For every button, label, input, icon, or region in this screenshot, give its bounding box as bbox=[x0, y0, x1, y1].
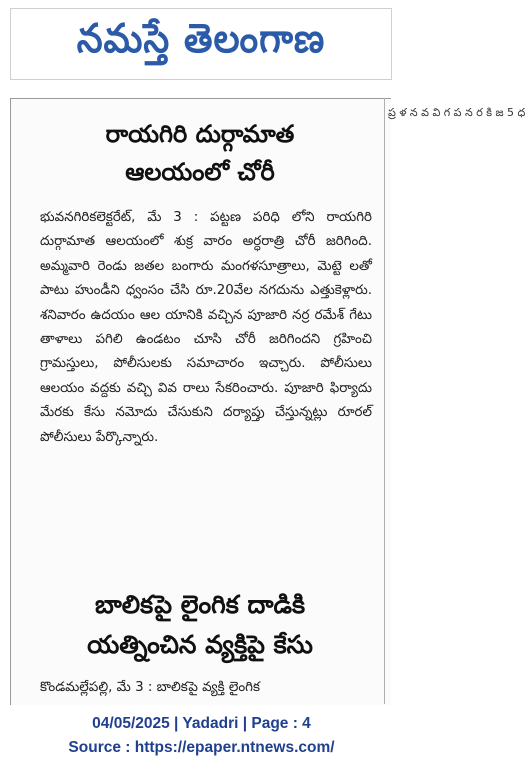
adjacent-column-text: ప్ర ళ న వ వి గ ప న ర కి జ 5 ధ bbox=[388, 106, 525, 119]
page-footer bbox=[0, 712, 403, 760]
article1-body: భువనగిరికలెక్టరేట్, మే 3 : పట్టణ పరిధి లోని రాయగిరి దుర్గామాత ఆలయంలో శుక్ర వారం అర్ధరాత్రి చోరీ జరిగింది. అమ్మవారి రెండు జతల బంగారు మంగళసూత్రాలు, మెట్టె లతో పాటు హుండీని ధ్వంసం చేసి రూ.20వేల నగదును ఎత్తుకెళ్లారు. శనివారం ఉదయం ఆల యానికి వచ్చిన పూజారి నర్ర రమేశ్ గేటు తాళాలు పగిలి ఉండటం చూసి చోరీ జరిగిందని గ్రహించి గ్రామస్తులు, పోలీసులకు సమాచారం ఇచ్చారు. పోలీసులు ఆలయం వద్దకు వచ్చి వివ రాలు సేకరించారు. పూజారి ఫిర్యాదు మేరకు కేసు నమోదు చేసుకుని దర్యాప్తు చేస్తున్నట్లు రూరల్ పోలీసులు పేర్కొన్నారు. bbox=[40, 210, 372, 445]
article2-lead: కొండమల్లేపల్లి, మే 3 : బాలికపై వ్యక్తి లైంగిక bbox=[40, 680, 260, 695]
adjacent-column-clipped bbox=[388, 100, 525, 704]
column-divider bbox=[384, 98, 385, 704]
article1-headline-line2: ఆలయంలో చోరీ bbox=[125, 158, 275, 186]
masthead-logo-text: నమస్తే తెలంగాణ bbox=[76, 16, 326, 62]
article1-headline-line1: రాయగిరి దుర్గామాత bbox=[105, 120, 295, 148]
newspaper-masthead bbox=[10, 8, 392, 80]
article2-headline-line1: బాలికపై లైంగిక దాడికి bbox=[94, 590, 306, 619]
edition-info: 04/05/2025 | Yadadri | Page : 4 bbox=[92, 715, 311, 732]
source-link[interactable]: Source : https://epaper.ntnews.com/ bbox=[68, 739, 335, 756]
article2-headline-line2: యత్నించిన వ్యక్తిపై కేసు bbox=[87, 630, 313, 659]
